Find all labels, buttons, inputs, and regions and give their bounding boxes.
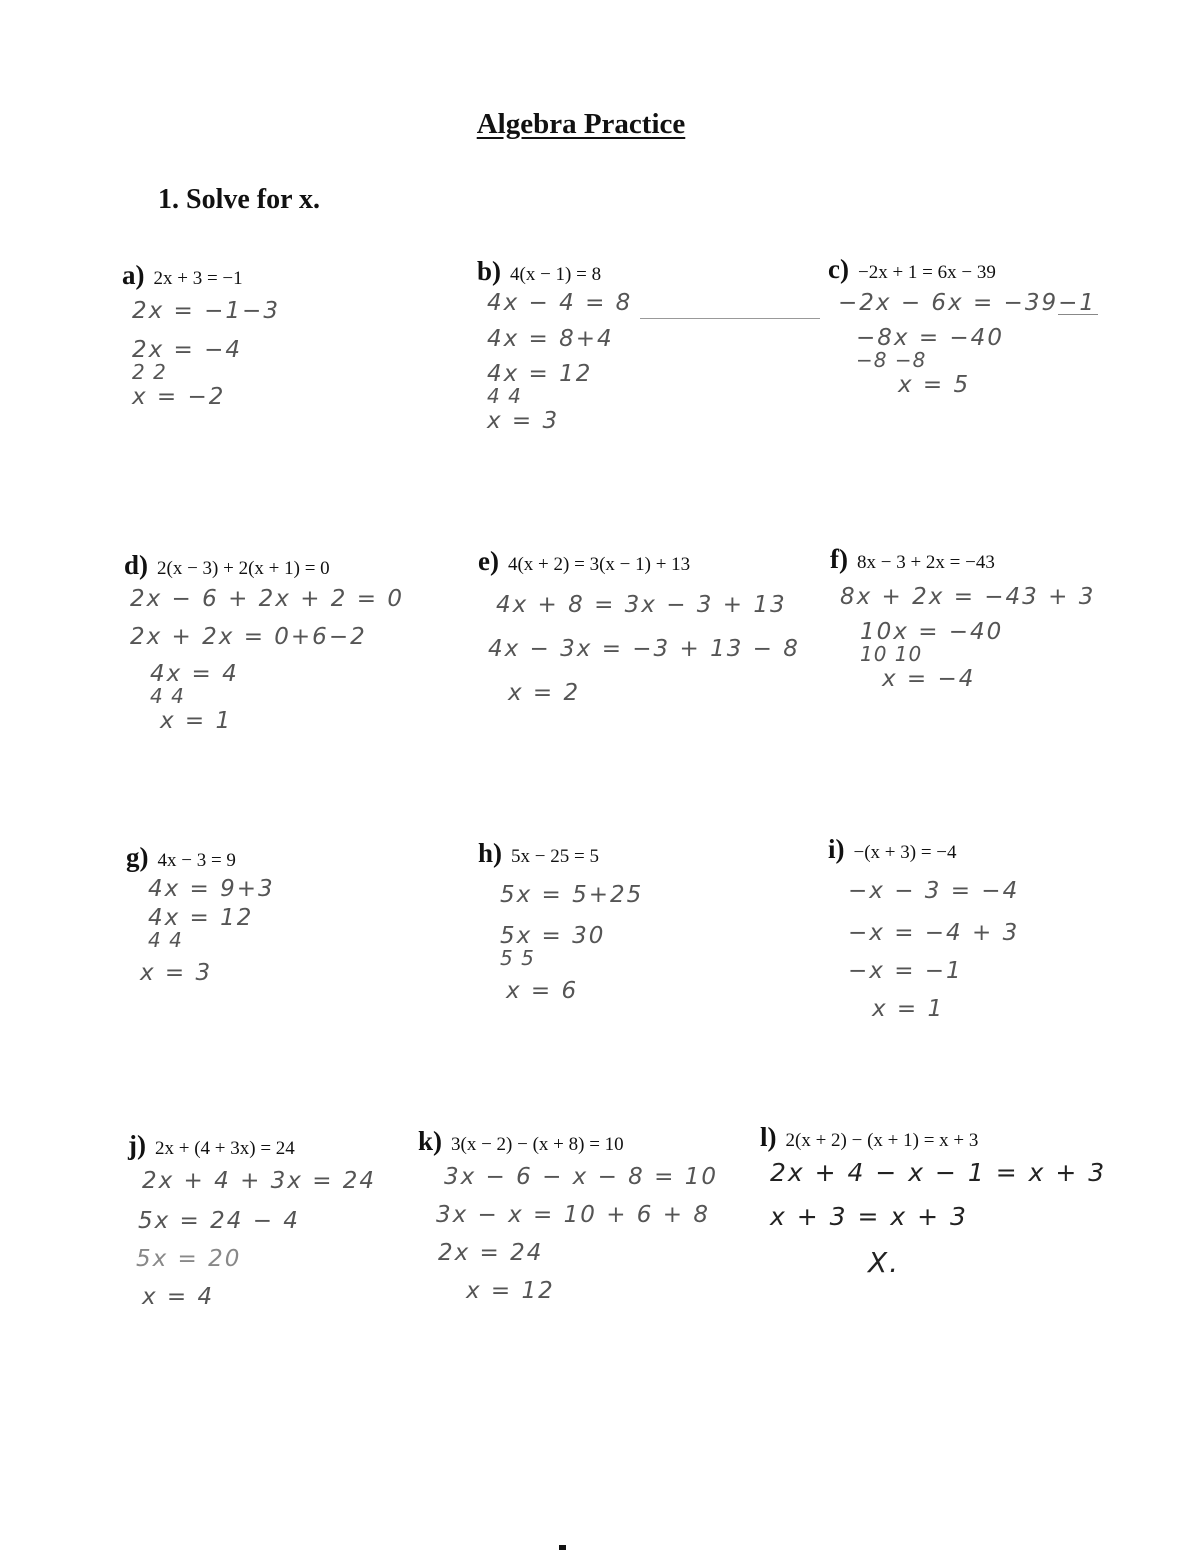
problem-equation: −(x + 3) = −4	[853, 842, 957, 863]
work-line: 2x + 2x = 0+6−2	[130, 624, 367, 650]
problem-letter: e)	[478, 546, 499, 576]
problem-letter: f)	[830, 544, 848, 574]
work-answer: x = 5	[898, 372, 971, 398]
problem-letter: a)	[122, 260, 145, 290]
problem-equation: 4(x − 1) = 8	[510, 264, 602, 285]
handwritten-work	[500, 883, 818, 1019]
work-answer: x = 2	[508, 680, 581, 706]
work-line: 2x = −1−3	[132, 298, 280, 324]
work-line: 8x + 2x = −43 + 3	[840, 584, 1096, 610]
problem-equation: 4x − 3 = 9	[157, 850, 236, 871]
fraction-denominator: 4 4	[148, 928, 183, 952]
handwritten-work	[140, 876, 466, 1001]
handwritten-work	[838, 291, 1168, 413]
work-answer: X.	[868, 1246, 901, 1279]
work-line: x + 3 = x + 3	[770, 1202, 968, 1231]
handwritten-work	[132, 299, 462, 425]
work-fraction	[148, 907, 466, 961]
problem-equation: 3(x − 2) − (x + 8) = 10	[451, 1134, 624, 1155]
problem-header	[126, 844, 466, 871]
problem-j	[128, 1132, 468, 1325]
work-answer: x = 1	[872, 996, 945, 1022]
problem-e	[478, 548, 818, 721]
problem-k	[418, 1128, 758, 1319]
handwritten-work	[436, 1164, 758, 1319]
fraction-numerator: 2x = −4	[132, 337, 243, 363]
problem-header	[828, 836, 1168, 863]
problem-letter: i)	[828, 834, 845, 864]
work-line: 5x = 24 − 4	[138, 1208, 300, 1234]
problem-letter: k)	[418, 1126, 443, 1156]
work-line: 3x − 6 − x − 8 = 10	[444, 1164, 718, 1190]
work-fraction	[856, 327, 1168, 373]
work-line: 2x + 4 − x − 1 = x + 3	[770, 1158, 1107, 1187]
problem-g	[126, 844, 466, 1001]
work-fraction	[487, 363, 817, 409]
problem-equation: 2x + (4 + 3x) = 24	[154, 1138, 295, 1159]
handwritten-work	[840, 585, 1170, 707]
problem-header	[760, 1124, 1160, 1151]
handwritten-work	[487, 291, 817, 449]
problem-header	[478, 548, 818, 575]
handwritten-work	[848, 879, 1168, 1037]
work-line: 5x = 5+25	[500, 882, 644, 908]
problem-equation: 4(x + 2) = 3(x − 1) + 13	[507, 554, 691, 575]
problem-b	[477, 258, 817, 449]
problem-letter: j)	[128, 1130, 146, 1160]
problem-letter: c)	[828, 254, 849, 284]
problem-f	[830, 546, 1170, 707]
work-line: 4x − 4 = 8	[487, 290, 633, 316]
problem-equation: 8x − 3 + 2x = −43	[856, 552, 995, 573]
work-answer: x = −2	[132, 384, 226, 410]
fraction-numerator: −8x = −40	[856, 325, 1004, 351]
fraction-numerator: 4x = 12	[487, 361, 593, 387]
problem-letter: g)	[126, 842, 149, 872]
handwritten-work	[130, 587, 464, 749]
problem-c	[828, 256, 1168, 413]
problem-equation: 2x + 3 = −1	[153, 268, 243, 289]
fraction-numerator: 10x = −40	[860, 619, 1004, 645]
fraction-numerator: 5x = 30	[500, 923, 606, 949]
fraction-denominator: 10 10	[860, 642, 923, 666]
problem-letter: h)	[478, 838, 503, 868]
work-line: 4x − 3x = −3 + 13 − 8	[488, 636, 800, 662]
work-answer: x = 3	[140, 960, 213, 986]
work-line: 4x + 8 = 3x − 3 + 13	[496, 592, 787, 618]
fraction-denominator: 2 2	[132, 360, 167, 384]
work-line: −x − 3 = −4	[848, 878, 1020, 904]
work-fraction	[860, 621, 1170, 667]
work-line: 4x = 9+3	[148, 876, 275, 902]
work-line: 4x = 8+4	[487, 326, 614, 352]
problem-header	[418, 1128, 758, 1155]
work-fraction	[500, 925, 818, 979]
problem-d	[124, 552, 464, 749]
work-line: −x = −1	[848, 958, 963, 984]
fraction-denominator: −8 −8	[856, 348, 927, 372]
work-line: −2x − 6x = −39−1	[838, 290, 1096, 316]
problem-header	[478, 840, 818, 867]
problem-equation: 2(x + 2) − (x + 1) = x + 3	[785, 1130, 979, 1151]
section-heading: 1. Solve for x.	[158, 184, 321, 215]
problem-header	[128, 1132, 468, 1159]
work-line: 2x + 4 + 3x = 24	[142, 1168, 377, 1194]
fraction-numerator: 4x = 4	[150, 661, 239, 687]
work-line: −x = −4 + 3	[848, 920, 1020, 946]
handwritten-work	[488, 592, 818, 721]
work-answer: x = 12	[466, 1278, 555, 1304]
work-line: 3x − x = 10 + 6 + 8	[436, 1202, 710, 1228]
fraction-denominator: 4 4	[150, 684, 185, 708]
work-line: 2x − 6 + 2x + 2 = 0	[130, 586, 404, 612]
work-answer: x = 1	[160, 708, 233, 734]
work-answer: x = 4	[142, 1284, 215, 1310]
problem-equation: −2x + 1 = 6x − 39	[857, 262, 996, 283]
problem-header	[830, 546, 1170, 573]
worksheet-title: Algebra Practice	[476, 108, 686, 140]
problem-header	[124, 552, 464, 579]
fraction-denominator: 5 5	[500, 946, 535, 970]
work-fraction	[150, 663, 464, 709]
problem-l	[760, 1124, 1160, 1287]
handwritten-work	[770, 1159, 1160, 1287]
problem-letter: b)	[477, 256, 502, 286]
problem-a	[122, 262, 462, 425]
problem-header	[828, 256, 1168, 283]
problem-equation: 5x − 25 = 5	[511, 846, 599, 867]
work-answer: x = 3	[487, 408, 560, 434]
work-line: 5x = 20	[136, 1246, 242, 1272]
problem-letter: d)	[124, 550, 149, 580]
work-answer: x = 6	[506, 978, 579, 1004]
problem-h	[478, 840, 818, 1019]
work-fraction	[132, 339, 462, 385]
problem-header	[122, 262, 462, 289]
problem-equation: 2(x − 3) + 2(x + 1) = 0	[157, 558, 330, 579]
problem-i	[828, 836, 1168, 1037]
work-line: 2x = 24	[438, 1240, 544, 1266]
fraction-denominator: 4 4	[487, 384, 522, 408]
problem-header	[477, 258, 817, 285]
problem-letter: l)	[760, 1122, 777, 1152]
work-answer: x = −4	[882, 666, 976, 692]
scan-mark	[559, 1545, 566, 1550]
fraction-numerator: 4x = 12	[148, 905, 254, 931]
